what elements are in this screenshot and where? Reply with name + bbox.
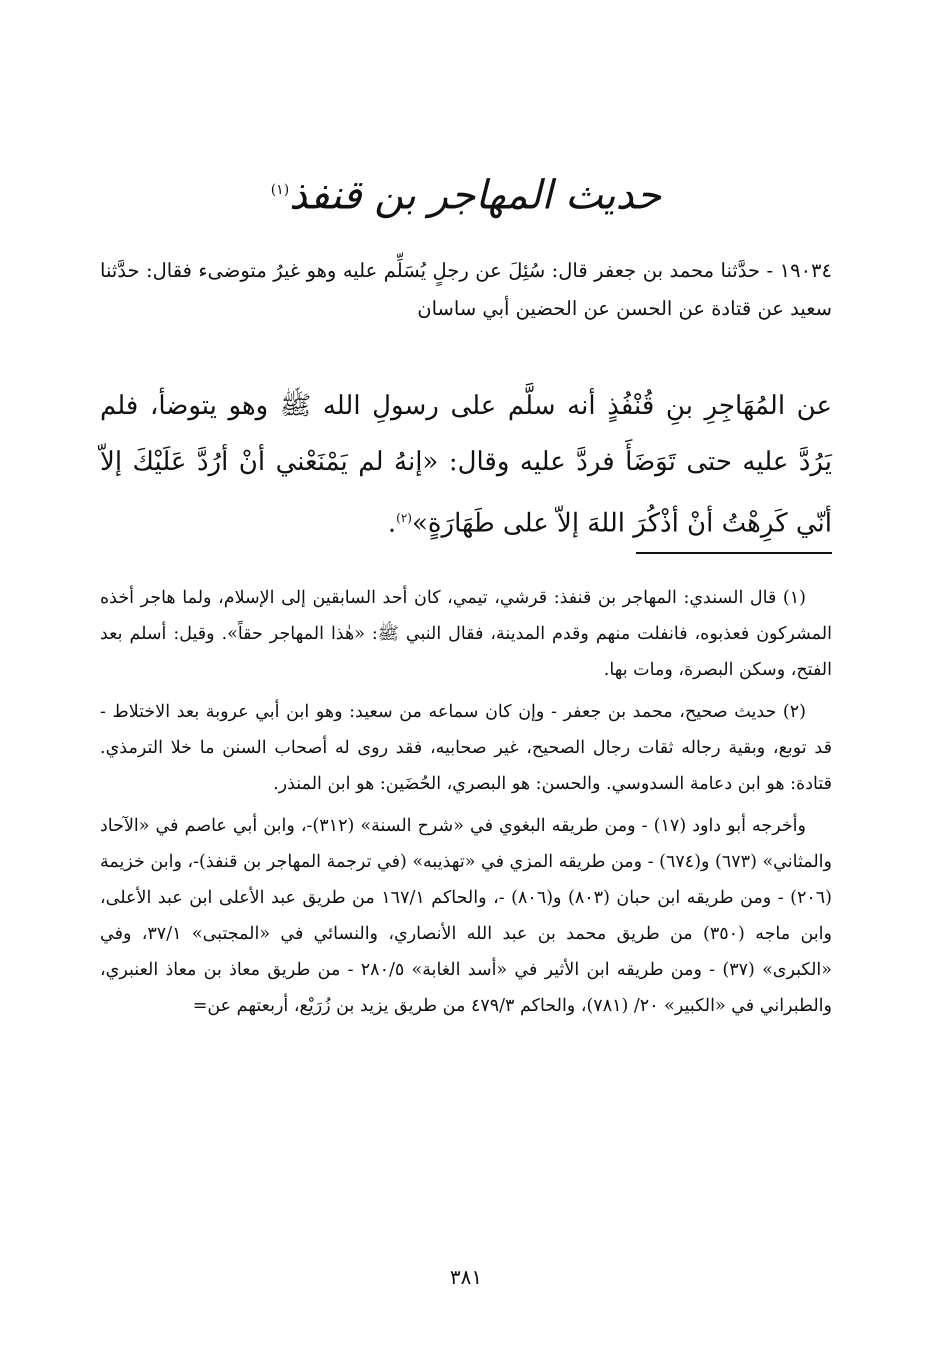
page-number: ٣٨١ <box>449 1265 483 1289</box>
footnote-2-continued: وأخرجه أبو داود (١٧) - ومن طريقه البغوي في «شرح السنة» (٣١٢)-، وابن أبي عاصم في «الآحاد والمثاني» (٦٧٣) و(٦٧٤) - ومن طريقه المزي في «تهذيبه» (في ترجمة المهاجر بن قنفذ)-، وابن خزيمة (٢٠٦) - ومن طريقه ابن حبان (٨٠٣) و(٨٠٦) -، والحاكم ١٦٧/١ من طريق عبد الأعلى ابن عبد الأعلى، وابن ماجه (٣٥٠) من طريق محمد بن عبد الله الأنصاري، والنسائي في «المجتبى» ٣٧/١، وفي «الكبرى» (٣٧) - ومن طريقه ابن الأثير في «أسد الغابة» ٢٨٠/٥ - من طريق معاذ بن معاذ العنبري، والطبراني في «الكبير» ٢٠/ (٧٨١)، والحاكم ٤٧٩/٣ من طريق يزيد بن زُرَيْع، أربعتهم عن= <box>99 816 832 1016</box>
hadith-isnad: ١٩٠٣٤ - حدَّثنا محمد بن جعفر قال: سُئِلَ عن رجلٍ يُسَلِّم عليه وهو غيرُ متوضىء فقال: حدَّثنا سعيد عن قتادة عن الحسن عن الحضين أبي ساسان <box>100 259 832 320</box>
footnote-1: (١) قال السندي: المهاجر بن قنفذ: قرشي، تيمي، كان أحد السابقين إلى الإسلام، ولما هاجر أخذه المشركون فعذبوه، فانفلت منهم وقدم المدينة، فقال النبي ﷺ: «هٰذا المهاجر حقاً». وقيل: أسلم بعد الفتح، وسكن البصرة، ومات بها. <box>100 588 832 680</box>
chapter-title <box>0 160 932 225</box>
footnote-separator <box>636 552 832 554</box>
hadith-matn-text: عن المُهَاجِرِ بنِ قُنْفُذٍ أنه سلَّم على رسولِ الله ﷺ وهو يتوضأ، فلم يَرُدَّ عليه حتى تَوَضَأَ فردَّ عليه وقال: «إنهُ لم يَمْنَعْني أنْ أرُدَّ عَلَيْكَ إلاّ أنّي كَرِهْتُ أنْ أذْكُرَ اللهَ إلاّ على طَهَارَةٍ» <box>100 391 832 539</box>
footnotes <box>100 580 832 1030</box>
hadith-matn: عن المُهَاجِرِ بنِ قُنْفُذٍ أنه سلَّم على رسولِ الله ﷺ وهو يتوضأ، فلم يَرُدَّ عليه حتى تَوَضَأَ فردَّ عليه وقال: «إنهُ لم يَمْنَعْني أنْ أرُدَّ عَلَيْكَ إلاّ أنّي كَرِهْتُ أنْ أذْكُرَ اللهَ إلاّ على طَهَارَةٍ»$^{(٢)}$. <box>100 391 832 539</box>
footnote-2: (٢) حديث صحيح، محمد بن جعفر - وإن كان سماعه من سعيد: وهو ابن أبي عروبة بعد الاختلاط - قد توبع، وبقية رجاله ثقات رجال الصحيح، غير صحابيه، فقد روى له أصحاب السنن ما خلا الترمذي. قتادة: هو ابن دعامة السدوسي. والحسن: هو البصري، الحُضَين: هو ابن المنذر. <box>100 702 832 794</box>
title-footnote-marker: (١) <box>270 182 290 198</box>
chapter-title-text: حديث المهاجر بن قنفذ <box>289 172 662 219</box>
matn-footnote-marker: (٢) <box>396 511 412 525</box>
